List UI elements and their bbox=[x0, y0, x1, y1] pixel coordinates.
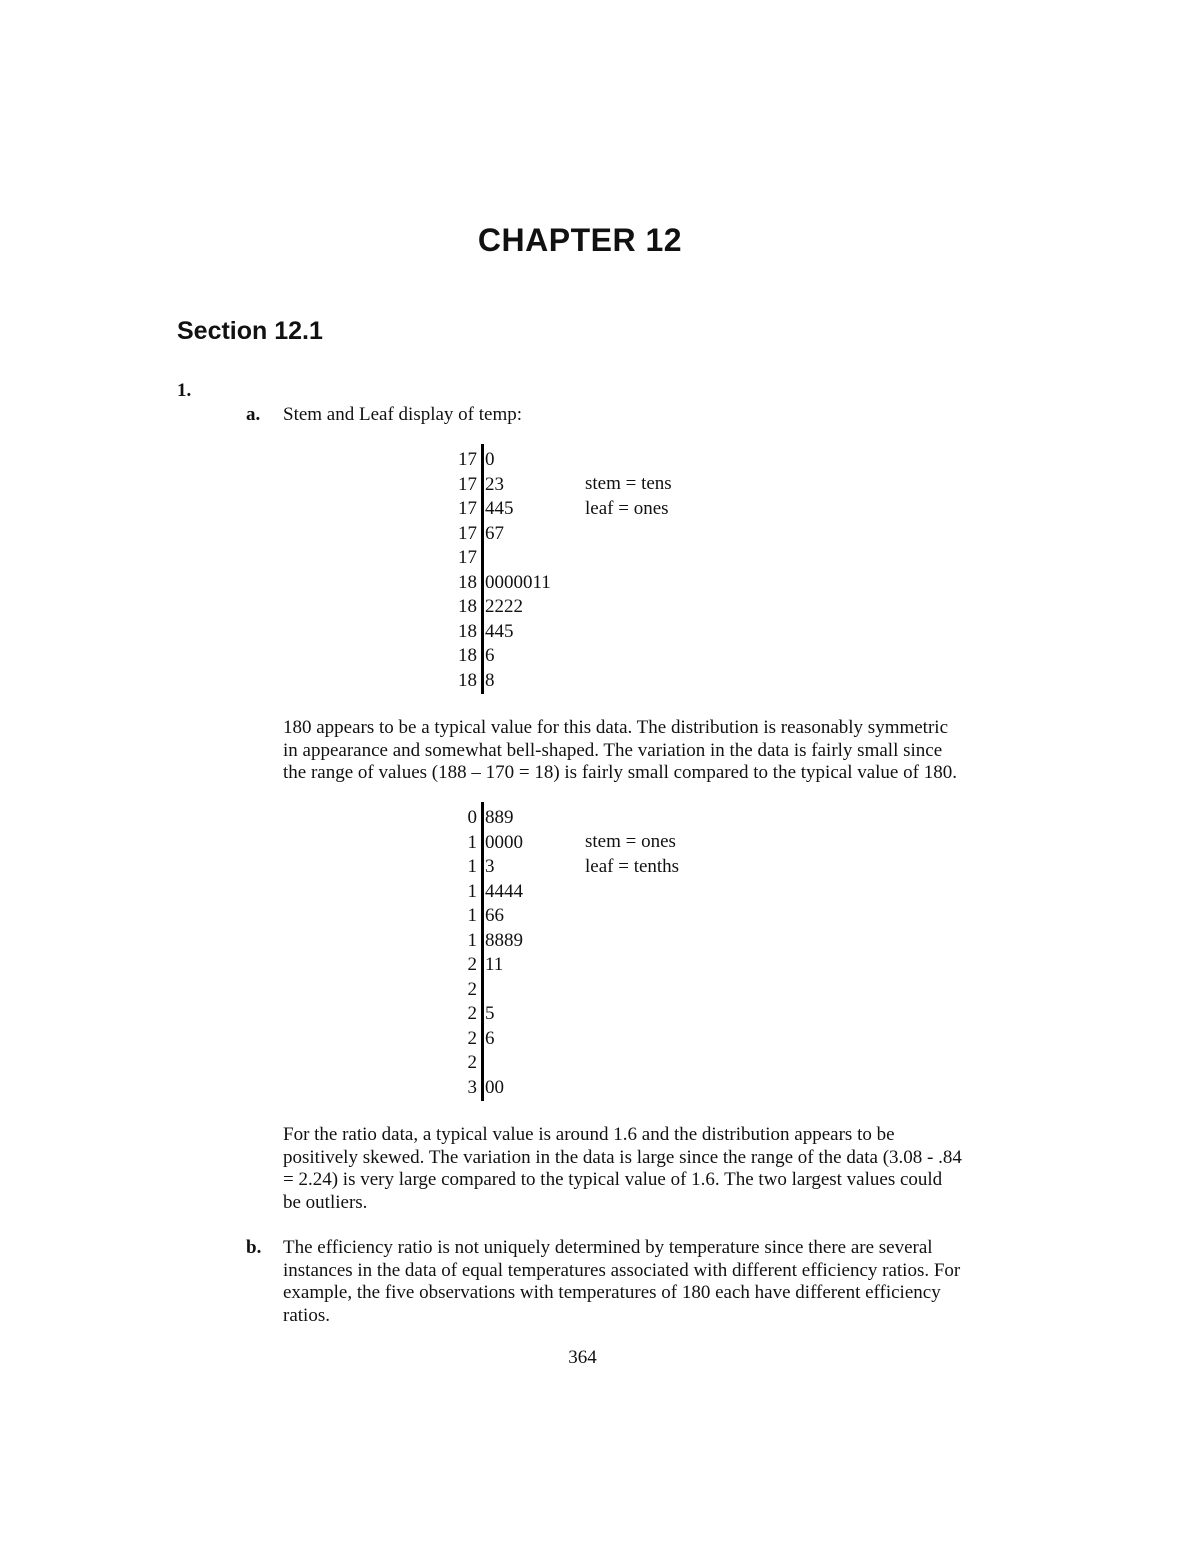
page-number: 364 bbox=[568, 1347, 597, 1368]
stem-value: 2 bbox=[467, 954, 477, 975]
text-line: be outliers. bbox=[283, 1191, 368, 1213]
stem-value: 2 bbox=[467, 1027, 477, 1049]
stem-value: 18 bbox=[458, 596, 477, 617]
stem-value: 1 bbox=[467, 880, 477, 902]
stem-value: 18 bbox=[458, 645, 477, 666]
stem-leaf-row bbox=[418, 595, 551, 620]
stem-leaf-row bbox=[418, 448, 551, 473]
stem-value: 2 bbox=[467, 1003, 477, 1024]
leaf-values: 445 bbox=[485, 498, 514, 519]
leaf-key: leaf = ones bbox=[585, 498, 669, 519]
stem-leaf-display-temp bbox=[418, 448, 551, 693]
stem-leaf-row bbox=[418, 497, 551, 522]
leaf-values: 11 bbox=[485, 954, 504, 975]
section-title: Section 12.1 bbox=[177, 317, 323, 345]
stem-value: 17 bbox=[458, 473, 477, 495]
part-b-label: b. bbox=[246, 1237, 262, 1258]
leaf-values: 0000011 bbox=[485, 571, 551, 593]
stem-value: 1 bbox=[467, 929, 477, 951]
leaf-values: 889 bbox=[485, 807, 514, 828]
leaf-values: 8 bbox=[485, 669, 495, 691]
leaf-key: leaf = tenths bbox=[585, 856, 680, 877]
text-line: instances in the data of equal temperatures associated with different efficiency ratios. For bbox=[283, 1259, 961, 1281]
leaf-values: 66 bbox=[485, 905, 504, 926]
text-line: the range of values (188 – 170 = 18) is fairly small compared to the typical value of 180. bbox=[283, 762, 957, 783]
leaf-values: 0 bbox=[485, 449, 495, 470]
leaf-values: 23 bbox=[485, 473, 504, 495]
stem-value: 18 bbox=[458, 669, 477, 691]
stem-value: 2 bbox=[467, 978, 477, 1000]
stem-value: 3 bbox=[467, 1076, 477, 1098]
text-line: in appearance and somewhat bell-shaped. The variation in the data is fairly small since bbox=[283, 739, 943, 761]
paragraph-temp-analysis bbox=[283, 717, 1003, 785]
stem-value: 0 bbox=[467, 807, 477, 828]
stem-value: 1 bbox=[467, 856, 477, 877]
stem-leaf-row bbox=[418, 620, 551, 645]
stem-key: stem = ones bbox=[585, 831, 676, 852]
stem-value: 1 bbox=[467, 905, 477, 926]
stem-value: 17 bbox=[458, 547, 477, 568]
stem-value: 18 bbox=[458, 571, 477, 593]
text-line: positively skewed. The variation in the data is large since the range of the data (3.08 - .84 bbox=[283, 1146, 962, 1168]
text-line: ratios. bbox=[283, 1304, 330, 1326]
stem-leaf-row bbox=[418, 546, 551, 571]
leaf-values: 8889 bbox=[485, 929, 523, 951]
question-number: 1. bbox=[177, 380, 192, 401]
stem-leaf-divider bbox=[481, 444, 484, 694]
stem-leaf-row bbox=[418, 473, 551, 498]
leaf-values: 6 bbox=[485, 645, 495, 666]
text-line: 180 appears to be a typical value for this data. The distribution is reasonably symmetric bbox=[283, 717, 948, 738]
stem-value: 18 bbox=[458, 620, 477, 642]
text-line: For the ratio data, a typical value is around 1.6 and the distribution appears to be bbox=[283, 1124, 895, 1145]
leaf-values: 5 bbox=[485, 1003, 495, 1024]
part-b-answer bbox=[283, 1237, 1003, 1327]
part-a-heading: Stem and Leaf display of temp: bbox=[283, 404, 523, 425]
stem-leaf-divider bbox=[481, 802, 484, 1101]
leaf-values: 2222 bbox=[485, 596, 523, 617]
stem-value: 17 bbox=[458, 498, 477, 519]
leaf-values: 00 bbox=[485, 1076, 504, 1098]
stem-value: 17 bbox=[458, 449, 477, 470]
stem-leaf-row bbox=[418, 644, 551, 669]
leaf-values: 445 bbox=[485, 620, 514, 642]
stem-leaf-row bbox=[418, 522, 551, 547]
chapter-title: CHAPTER 12 bbox=[477, 222, 683, 258]
part-a-label: a. bbox=[246, 404, 261, 425]
stem-value: 1 bbox=[467, 831, 477, 853]
leaf-values: 67 bbox=[485, 522, 504, 544]
leaf-values: 6 bbox=[485, 1027, 495, 1049]
leaf-values: 0000 bbox=[485, 831, 523, 853]
paragraph-ratio-analysis bbox=[283, 1124, 1003, 1214]
leaf-values: 4444 bbox=[485, 880, 523, 902]
text-line: The efficiency ratio is not uniquely determined by temperature since there are several bbox=[283, 1237, 933, 1258]
leaf-values: 3 bbox=[485, 856, 495, 877]
stem-value: 17 bbox=[458, 522, 477, 544]
stem-leaf-row bbox=[418, 571, 551, 596]
stem-key: stem = tens bbox=[585, 473, 672, 494]
stem-value: 2 bbox=[467, 1052, 477, 1073]
text-line: = 2.24) is very large compared to the typical value of 1.6. The two largest values could bbox=[283, 1169, 943, 1190]
text-line: example, the five observations with temperatures of 180 each have different efficiency bbox=[283, 1282, 941, 1303]
stem-leaf-row bbox=[418, 669, 551, 694]
